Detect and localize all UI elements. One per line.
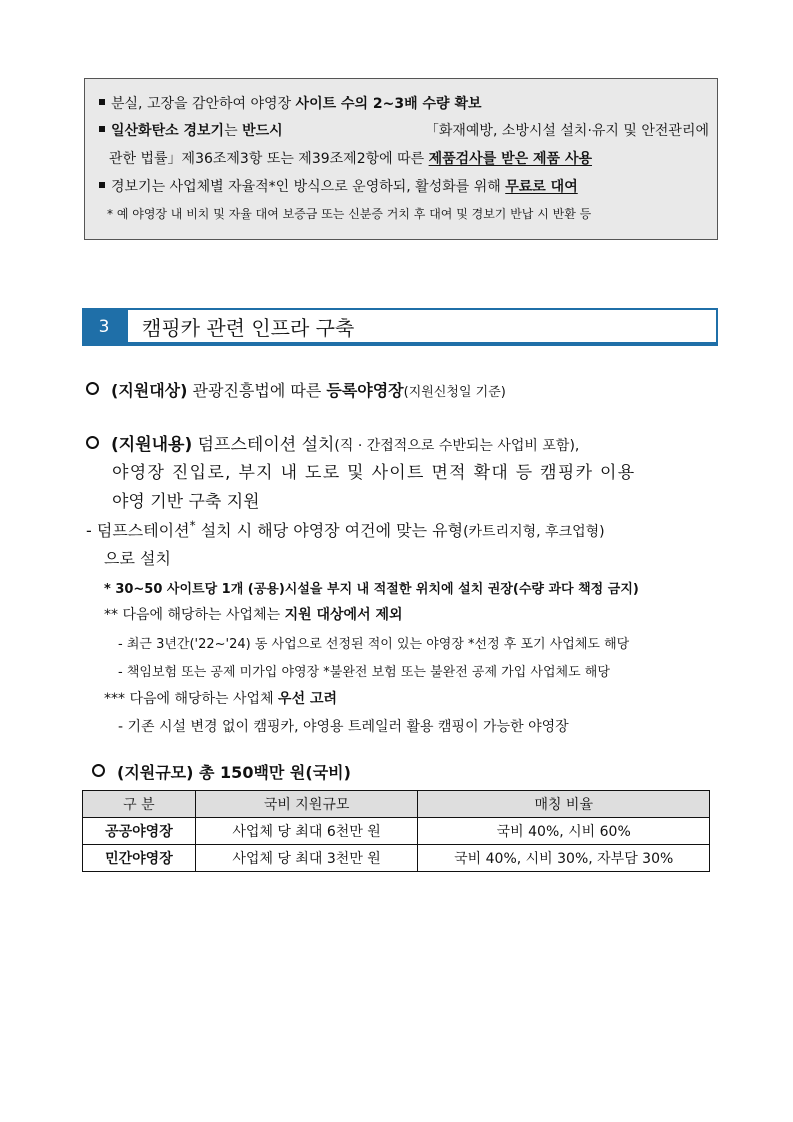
note-2: ** 다음에 해당하는 사업체는 지원 대상에서 제외 (104, 607, 403, 623)
table-row (83, 818, 710, 845)
note-2-item-2: - 책임보험 또는 공제 미가입 야영장 *불완전 보험 또는 불완전 공제 가입 사업체도 해당 (118, 665, 610, 680)
section-title: 캠핑카 관련 인프라 구축 (126, 308, 718, 346)
table-cell: 국비 40%, 시비 60% (418, 818, 710, 845)
circle-bullet-icon (86, 382, 99, 395)
content-line-2: 야영장 진입로, 부지 내 도로 및 사이트 면적 확대 등 캠핑카 이용 (112, 463, 636, 483)
content-dash-1: - 덤프스테이션* 설치 시 해당 야영장 여건에 맞는 유형(카트리지형, 후크업형) (86, 518, 605, 540)
note-1: * 30~50 사이트당 1개 (공용)시설을 부지 내 적절한 위치에 설치 권장(수량 과다 책정 금지) (104, 582, 639, 597)
section-header (82, 308, 718, 346)
table-cell: 민간야영장 (83, 845, 196, 872)
table-cell: 국비 40%, 시비 30%, 자부담 30% (418, 845, 710, 872)
table-header-row (83, 791, 710, 818)
circle-bullet-icon (92, 764, 105, 777)
box-line-3: 관한 법률」제36조제3항 또는 제39조제2항에 따른 제품검사를 받은 제품 사용 (109, 151, 592, 167)
notice-box (84, 78, 718, 240)
box-footnote: * 예 야영장 내 비치 및 자율 대여 보증금 또는 신분증 거치 후 대여 및 경보기 반납 시 반환 등 (107, 207, 592, 221)
table-header: 매칭 비율 (418, 791, 710, 818)
table-header: 구 분 (83, 791, 196, 818)
support-target: (지원대상) 관광진흥법에 따른 등록야영장(지원신청일 기준) (86, 378, 506, 401)
content-line-3: 야영 기반 구축 지원 (112, 492, 260, 512)
table-row (83, 845, 710, 872)
table-header: 국비 지원규모 (195, 791, 418, 818)
table-cell: 사업체 당 최대 6천만 원 (195, 818, 418, 845)
note-2-item-1: - 최근 3년간('22~'24) 동 사업으로 선정된 적이 있는 야영장 *선정 후 포기 사업체도 해당 (118, 637, 630, 652)
section-number: 3 (82, 308, 126, 346)
square-bullet-icon (99, 182, 105, 188)
content-dash-1-cont: 으로 설치 (104, 549, 171, 568)
circle-bullet-icon (86, 436, 99, 449)
box-line-2: 일산화탄소 경보기는 반드시 「화재예방, 소방시설 설치·유지 및 안전관리에 (99, 124, 709, 138)
table-cell: 공공야영장 (83, 818, 196, 845)
support-content: (지원내용) 덤프스테이션 설치(직 · 간접적으로 수반되는 사업비 포함), (86, 430, 579, 455)
box-line-1: 분실, 고장을 감안하여 야영장 사이트 수의 2~3배 수량 확보 (99, 97, 709, 111)
square-bullet-icon (99, 99, 105, 105)
square-bullet-icon (99, 126, 105, 132)
support-scale-table (82, 790, 710, 872)
support-scale: (지원규모) 총 150백만 원(국비) (92, 760, 351, 783)
note-3-item-1: - 기존 시설 변경 없이 캠핑카, 야영용 트레일러 활용 캠핑이 가능한 야영장 (118, 719, 569, 735)
box-line-4: 경보기는 사업체별 자율적*인 방식으로 운영하되, 활성화를 위해 무료로 대여 (99, 180, 709, 194)
table-cell: 사업체 당 최대 3천만 원 (195, 845, 418, 872)
note-3: *** 다음에 해당하는 사업체 우선 고려 (104, 691, 338, 707)
